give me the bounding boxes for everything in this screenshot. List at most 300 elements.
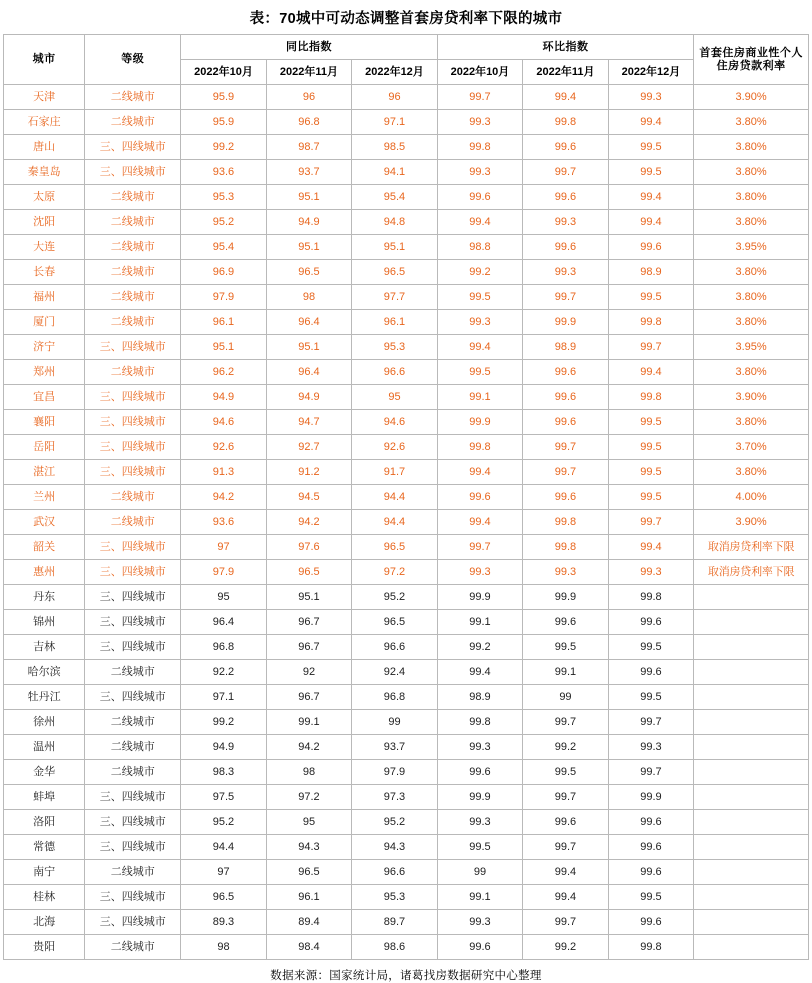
cell-rate <box>694 685 809 710</box>
cell-city: 丹东 <box>4 585 85 610</box>
cell-yoy-2: 96.8 <box>266 110 351 135</box>
cell-grade: 二线城市 <box>85 935 181 960</box>
cell-rate: 3.80% <box>694 185 809 210</box>
cell-yoy-2: 97.6 <box>266 535 351 560</box>
cell-mom-1: 99.9 <box>437 785 522 810</box>
cell-mom-1: 99.3 <box>437 910 522 935</box>
cell-mom-3: 99.8 <box>608 585 694 610</box>
cell-yoy-3: 96 <box>352 85 438 110</box>
cell-mom-2: 99.7 <box>523 835 608 860</box>
cell-yoy-1: 93.6 <box>181 510 266 535</box>
cell-yoy-3: 96.6 <box>352 860 438 885</box>
cell-mom-2: 99.4 <box>523 85 608 110</box>
cell-mom-3: 99.5 <box>608 685 694 710</box>
table-row <box>4 85 809 110</box>
cell-city: 惠州 <box>4 560 85 585</box>
cell-mom-2: 99.7 <box>523 160 608 185</box>
cell-yoy-3: 97.9 <box>352 760 438 785</box>
table-row <box>4 535 809 560</box>
cell-yoy-3: 92.6 <box>352 435 438 460</box>
cell-yoy-1: 96.9 <box>181 260 266 285</box>
cell-grade: 三、四线城市 <box>85 385 181 410</box>
cell-grade: 三、四线城市 <box>85 785 181 810</box>
cell-mom-3: 99.6 <box>608 660 694 685</box>
cell-grade: 二线城市 <box>85 485 181 510</box>
cell-yoy-3: 97.2 <box>352 560 438 585</box>
cell-city: 长春 <box>4 260 85 285</box>
cell-yoy-1: 89.3 <box>181 910 266 935</box>
cell-mom-1: 99.3 <box>437 735 522 760</box>
cell-mom-1: 99.1 <box>437 610 522 635</box>
cell-mom-1: 99.3 <box>437 160 522 185</box>
table-row <box>4 710 809 735</box>
header-yoy-month-1: 2022年10月 <box>181 60 266 85</box>
cell-rate <box>694 885 809 910</box>
header-yoy-group: 同比指数 <box>181 35 437 60</box>
cell-grade: 三、四线城市 <box>85 610 181 635</box>
table-row <box>4 660 809 685</box>
cell-mom-1: 99.8 <box>437 710 522 735</box>
cell-yoy-1: 95.4 <box>181 235 266 260</box>
cell-yoy-1: 93.6 <box>181 160 266 185</box>
cell-grade: 三、四线城市 <box>85 435 181 460</box>
cell-mom-1: 99.4 <box>437 660 522 685</box>
cell-rate: 3.80% <box>694 260 809 285</box>
table-row <box>4 410 809 435</box>
cell-rate: 3.80% <box>694 110 809 135</box>
cell-yoy-2: 91.2 <box>266 460 351 485</box>
cell-yoy-1: 92.2 <box>181 660 266 685</box>
cell-mom-3: 99.7 <box>608 510 694 535</box>
cell-mom-3: 99.5 <box>608 635 694 660</box>
cell-mom-1: 99.3 <box>437 560 522 585</box>
cell-yoy-3: 95.3 <box>352 335 438 360</box>
cell-yoy-2: 95.1 <box>266 585 351 610</box>
cell-city: 石家庄 <box>4 110 85 135</box>
cell-yoy-1: 98.3 <box>181 760 266 785</box>
cell-mom-2: 99.6 <box>523 810 608 835</box>
cell-mom-1: 99.8 <box>437 135 522 160</box>
cell-city: 太原 <box>4 185 85 210</box>
cell-rate: 3.80% <box>694 160 809 185</box>
header-grade: 等级 <box>85 35 181 85</box>
cell-mom-1: 99.4 <box>437 510 522 535</box>
cell-rate <box>694 910 809 935</box>
cell-yoy-2: 93.7 <box>266 160 351 185</box>
cell-yoy-2: 98 <box>266 760 351 785</box>
table-head <box>4 35 809 85</box>
cell-mom-1: 98.8 <box>437 235 522 260</box>
cell-mom-3: 99.3 <box>608 560 694 585</box>
cell-rate <box>694 710 809 735</box>
cell-mom-3: 99.5 <box>608 285 694 310</box>
cell-grade: 三、四线城市 <box>85 560 181 585</box>
cell-yoy-2: 94.9 <box>266 210 351 235</box>
cell-rate <box>694 735 809 760</box>
cell-rate <box>694 860 809 885</box>
cell-mom-1: 99.3 <box>437 110 522 135</box>
cell-grade: 二线城市 <box>85 360 181 385</box>
cell-mom-2: 99.6 <box>523 385 608 410</box>
cell-mom-1: 99.4 <box>437 210 522 235</box>
cell-city: 大连 <box>4 235 85 260</box>
header-city: 城市 <box>4 35 85 85</box>
cell-city: 沈阳 <box>4 210 85 235</box>
cell-city: 岳阳 <box>4 435 85 460</box>
cell-mom-3: 99.4 <box>608 185 694 210</box>
table-row <box>4 860 809 885</box>
table-row <box>4 385 809 410</box>
cell-city: 韶关 <box>4 535 85 560</box>
cell-yoy-1: 95.2 <box>181 810 266 835</box>
cell-city: 天津 <box>4 85 85 110</box>
cell-yoy-3: 94.4 <box>352 510 438 535</box>
cell-mom-3: 99.3 <box>608 735 694 760</box>
cell-yoy-2: 98.4 <box>266 935 351 960</box>
cell-mom-3: 99.5 <box>608 460 694 485</box>
cell-mom-1: 99.1 <box>437 385 522 410</box>
cell-yoy-2: 96.4 <box>266 360 351 385</box>
cell-city: 温州 <box>4 735 85 760</box>
cell-yoy-1: 95.9 <box>181 110 266 135</box>
cell-yoy-2: 94.7 <box>266 410 351 435</box>
cell-mom-3: 99.7 <box>608 760 694 785</box>
cell-grade: 三、四线城市 <box>85 535 181 560</box>
cell-yoy-2: 94.9 <box>266 385 351 410</box>
cell-rate: 3.80% <box>694 135 809 160</box>
header-yoy-month-3: 2022年12月 <box>352 60 438 85</box>
cell-yoy-2: 95 <box>266 810 351 835</box>
cell-rate <box>694 660 809 685</box>
cell-rate: 3.80% <box>694 285 809 310</box>
cell-city: 牡丹江 <box>4 685 85 710</box>
cell-mom-3: 99.6 <box>608 610 694 635</box>
cell-yoy-3: 94.4 <box>352 485 438 510</box>
cell-city: 锦州 <box>4 610 85 635</box>
cell-city: 常德 <box>4 835 85 860</box>
cell-mom-2: 99.4 <box>523 860 608 885</box>
cell-yoy-3: 92.4 <box>352 660 438 685</box>
table-row <box>4 910 809 935</box>
cell-mom-1: 99.2 <box>437 635 522 660</box>
table-row <box>4 285 809 310</box>
cell-rate: 3.90% <box>694 510 809 535</box>
cell-mom-1: 99.8 <box>437 435 522 460</box>
cell-grade: 二线城市 <box>85 310 181 335</box>
cell-mom-1: 99.5 <box>437 360 522 385</box>
cell-mom-3: 99.5 <box>608 410 694 435</box>
cell-grade: 二线城市 <box>85 510 181 535</box>
cell-mom-2: 99.7 <box>523 910 608 935</box>
cell-mom-3: 99.9 <box>608 785 694 810</box>
cell-mom-3: 99.5 <box>608 160 694 185</box>
table-body <box>4 85 809 960</box>
cell-mom-2: 99.2 <box>523 735 608 760</box>
cell-yoy-3: 96.6 <box>352 360 438 385</box>
cell-mom-1: 99.7 <box>437 85 522 110</box>
cell-yoy-1: 97.9 <box>181 285 266 310</box>
cell-mom-2: 99.6 <box>523 235 608 260</box>
cell-grade: 二线城市 <box>85 860 181 885</box>
cell-yoy-3: 95.1 <box>352 235 438 260</box>
cell-yoy-1: 97 <box>181 535 266 560</box>
cell-mom-1: 99.4 <box>437 460 522 485</box>
source-note: 数据来源：国家统计局，诸葛找房数据研究中心整理 <box>270 970 542 982</box>
table-row <box>4 135 809 160</box>
table-row <box>4 210 809 235</box>
cell-city: 蚌埠 <box>4 785 85 810</box>
cell-yoy-3: 95.3 <box>352 885 438 910</box>
cell-yoy-2: 94.5 <box>266 485 351 510</box>
page-title: 表：70城中可动态调整首套房贷利率下限的城市 <box>249 11 563 27</box>
cell-yoy-1: 96.4 <box>181 610 266 635</box>
cell-mom-2: 99.9 <box>523 585 608 610</box>
cell-mom-1: 99.6 <box>437 935 522 960</box>
cell-city: 南宁 <box>4 860 85 885</box>
cell-yoy-1: 94.6 <box>181 410 266 435</box>
cell-rate: 4.00% <box>694 485 809 510</box>
cell-rate <box>694 785 809 810</box>
cell-grade: 二线城市 <box>85 110 181 135</box>
table-row <box>4 635 809 660</box>
cell-rate <box>694 810 809 835</box>
cell-yoy-1: 94.9 <box>181 735 266 760</box>
table-row <box>4 810 809 835</box>
cell-mom-3: 99.4 <box>608 535 694 560</box>
cell-city: 济宁 <box>4 335 85 360</box>
header-rate-column: 首套住房商业性个人住房贷款利率 <box>694 35 809 85</box>
cell-rate <box>694 760 809 785</box>
cell-grade: 二线城市 <box>85 285 181 310</box>
cell-yoy-3: 95.4 <box>352 185 438 210</box>
cell-city: 哈尔滨 <box>4 660 85 685</box>
cell-city: 厦门 <box>4 310 85 335</box>
cell-mom-3: 99.8 <box>608 310 694 335</box>
cell-yoy-1: 91.3 <box>181 460 266 485</box>
cell-grade: 二线城市 <box>85 660 181 685</box>
cell-city: 武汉 <box>4 510 85 535</box>
cell-grade: 二线城市 <box>85 735 181 760</box>
cell-mom-2: 99.2 <box>523 935 608 960</box>
cell-grade: 三、四线城市 <box>85 810 181 835</box>
cell-city: 福州 <box>4 285 85 310</box>
table-row <box>4 735 809 760</box>
cell-yoy-2: 96.4 <box>266 310 351 335</box>
cell-mom-2: 99.5 <box>523 635 608 660</box>
cell-yoy-1: 95 <box>181 585 266 610</box>
cell-yoy-2: 96.7 <box>266 610 351 635</box>
header-yoy-month-2: 2022年11月 <box>266 60 351 85</box>
cell-grade: 二线城市 <box>85 260 181 285</box>
cell-yoy-3: 94.1 <box>352 160 438 185</box>
cell-rate: 3.90% <box>694 385 809 410</box>
cell-city: 桂林 <box>4 885 85 910</box>
table-row <box>4 335 809 360</box>
cell-mom-3: 99.5 <box>608 135 694 160</box>
header-mom-month-3: 2022年12月 <box>608 60 694 85</box>
cell-yoy-3: 94.8 <box>352 210 438 235</box>
cell-mom-2: 99.6 <box>523 360 608 385</box>
table-row <box>4 760 809 785</box>
cell-rate: 3.80% <box>694 410 809 435</box>
cell-yoy-2: 96.5 <box>266 260 351 285</box>
cell-mom-2: 99.6 <box>523 135 608 160</box>
cell-yoy-2: 92 <box>266 660 351 685</box>
cell-grade: 二线城市 <box>85 760 181 785</box>
cell-yoy-1: 96.2 <box>181 360 266 385</box>
cell-yoy-3: 96.5 <box>352 260 438 285</box>
cell-yoy-3: 98.5 <box>352 135 438 160</box>
cell-yoy-2: 96 <box>266 85 351 110</box>
cell-yoy-1: 95.1 <box>181 335 266 360</box>
cell-yoy-2: 89.4 <box>266 910 351 935</box>
cell-mom-1: 99.6 <box>437 185 522 210</box>
cell-rate: 3.80% <box>694 310 809 335</box>
cell-mom-2: 99.8 <box>523 535 608 560</box>
cell-mom-2: 99.4 <box>523 885 608 910</box>
cell-rate: 3.70% <box>694 435 809 460</box>
cell-mom-2: 99.8 <box>523 110 608 135</box>
cell-yoy-3: 89.7 <box>352 910 438 935</box>
cell-yoy-2: 94.2 <box>266 510 351 535</box>
cell-yoy-1: 97 <box>181 860 266 885</box>
cell-mom-3: 99.6 <box>608 810 694 835</box>
cell-mom-3: 99.3 <box>608 85 694 110</box>
header-mom-group: 环比指数 <box>437 35 693 60</box>
cell-yoy-3: 97.1 <box>352 110 438 135</box>
cell-yoy-3: 95.2 <box>352 585 438 610</box>
cell-yoy-2: 92.7 <box>266 435 351 460</box>
cell-city: 郑州 <box>4 360 85 385</box>
cell-mom-2: 99.6 <box>523 410 608 435</box>
cell-mom-2: 99.7 <box>523 460 608 485</box>
cell-city: 宜昌 <box>4 385 85 410</box>
cell-mom-3: 98.9 <box>608 260 694 285</box>
cell-mom-2: 99.3 <box>523 560 608 585</box>
cell-city: 秦皇岛 <box>4 160 85 185</box>
table-row <box>4 510 809 535</box>
table-row <box>4 885 809 910</box>
cell-yoy-2: 96.7 <box>266 685 351 710</box>
table-row <box>4 835 809 860</box>
cell-yoy-3: 97.3 <box>352 785 438 810</box>
cell-mom-3: 99.5 <box>608 885 694 910</box>
cell-rate: 3.80% <box>694 460 809 485</box>
cell-mom-1: 99.1 <box>437 885 522 910</box>
cell-yoy-3: 96.5 <box>352 610 438 635</box>
cell-mom-2: 98.9 <box>523 335 608 360</box>
cell-mom-3: 99.8 <box>608 385 694 410</box>
cell-yoy-1: 94.2 <box>181 485 266 510</box>
cell-yoy-1: 99.2 <box>181 135 266 160</box>
cell-mom-3: 99.4 <box>608 360 694 385</box>
cell-yoy-2: 95.1 <box>266 335 351 360</box>
cell-yoy-3: 99 <box>352 710 438 735</box>
cell-mom-2: 99.7 <box>523 785 608 810</box>
cell-grade: 三、四线城市 <box>85 160 181 185</box>
cell-grade: 三、四线城市 <box>85 835 181 860</box>
cell-rate <box>694 585 809 610</box>
cell-grade: 三、四线城市 <box>85 585 181 610</box>
cell-yoy-2: 98 <box>266 285 351 310</box>
cell-grade: 三、四线城市 <box>85 135 181 160</box>
cell-mom-3: 99.4 <box>608 110 694 135</box>
table-row <box>4 185 809 210</box>
cell-yoy-1: 98 <box>181 935 266 960</box>
cell-yoy-2: 96.5 <box>266 860 351 885</box>
cell-grade: 三、四线城市 <box>85 685 181 710</box>
cell-yoy-3: 97.7 <box>352 285 438 310</box>
cell-yoy-3: 96.8 <box>352 685 438 710</box>
cell-mom-3: 99.6 <box>608 910 694 935</box>
table-row <box>4 235 809 260</box>
cell-mom-1: 99.3 <box>437 810 522 835</box>
cell-rate: 3.95% <box>694 335 809 360</box>
cell-yoy-2: 97.2 <box>266 785 351 810</box>
cell-yoy-1: 95.2 <box>181 210 266 235</box>
cell-mom-3: 99.4 <box>608 210 694 235</box>
cell-yoy-1: 97.9 <box>181 560 266 585</box>
cell-mom-2: 99.3 <box>523 210 608 235</box>
cell-rate <box>694 635 809 660</box>
cell-mom-2: 99.3 <box>523 260 608 285</box>
cell-city: 湛江 <box>4 460 85 485</box>
cell-yoy-2: 95.1 <box>266 185 351 210</box>
housing-rate-table <box>3 34 809 960</box>
cell-mom-2: 99.7 <box>523 285 608 310</box>
cell-city: 北海 <box>4 910 85 935</box>
cell-mom-2: 99.1 <box>523 660 608 685</box>
cell-grade: 二线城市 <box>85 210 181 235</box>
cell-grade: 二线城市 <box>85 710 181 735</box>
table-row <box>4 435 809 460</box>
cell-yoy-1: 96.5 <box>181 885 266 910</box>
cell-rate <box>694 835 809 860</box>
cell-yoy-1: 94.4 <box>181 835 266 860</box>
cell-mom-1: 99.5 <box>437 285 522 310</box>
cell-city: 金华 <box>4 760 85 785</box>
cell-grade: 二线城市 <box>85 185 181 210</box>
cell-mom-2: 99.8 <box>523 510 608 535</box>
cell-city: 兰州 <box>4 485 85 510</box>
cell-grade: 二线城市 <box>85 85 181 110</box>
cell-city: 徐州 <box>4 710 85 735</box>
cell-rate <box>694 610 809 635</box>
cell-city: 襄阳 <box>4 410 85 435</box>
cell-yoy-3: 91.7 <box>352 460 438 485</box>
cell-yoy-3: 96.1 <box>352 310 438 335</box>
cell-rate: 3.80% <box>694 210 809 235</box>
header-mom-month-2: 2022年11月 <box>523 60 608 85</box>
table-row <box>4 260 809 285</box>
cell-mom-2: 99.9 <box>523 310 608 335</box>
cell-grade: 二线城市 <box>85 235 181 260</box>
cell-mom-2: 99.6 <box>523 185 608 210</box>
cell-mom-3: 99.8 <box>608 935 694 960</box>
table-row <box>4 935 809 960</box>
cell-rate: 3.90% <box>694 85 809 110</box>
cell-mom-2: 99.6 <box>523 610 608 635</box>
cell-yoy-2: 94.2 <box>266 735 351 760</box>
cell-mom-1: 99.6 <box>437 485 522 510</box>
cell-yoy-2: 98.7 <box>266 135 351 160</box>
cell-yoy-1: 96.8 <box>181 635 266 660</box>
cell-yoy-3: 96.5 <box>352 535 438 560</box>
cell-grade: 三、四线城市 <box>85 460 181 485</box>
cell-grade: 三、四线城市 <box>85 885 181 910</box>
table-row <box>4 160 809 185</box>
cell-yoy-1: 96.1 <box>181 310 266 335</box>
